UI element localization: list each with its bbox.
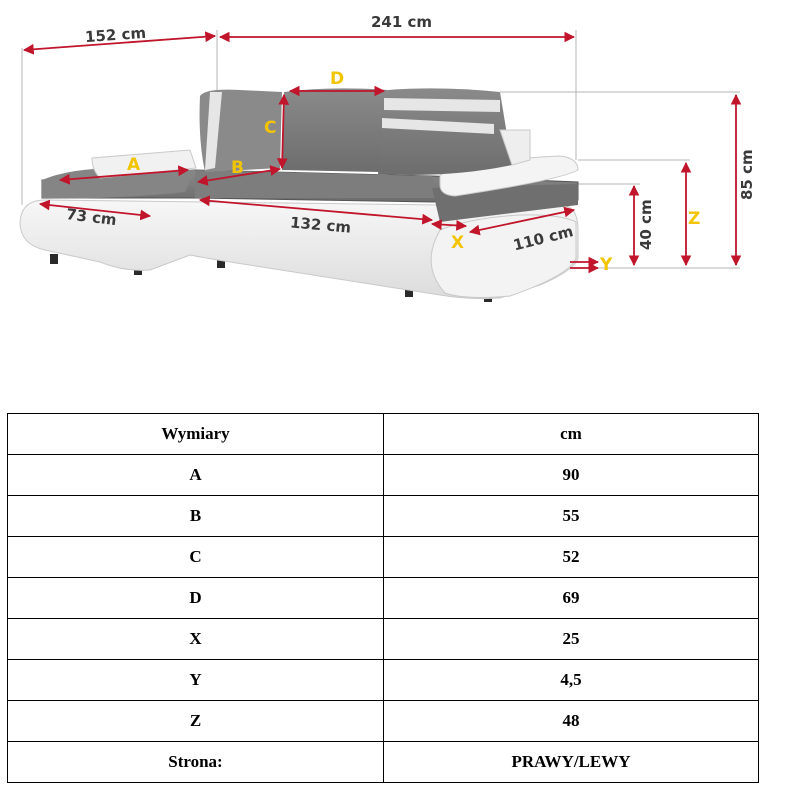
row-value: 48 (384, 701, 759, 742)
table-row (8, 537, 759, 578)
row-value: 25 (384, 619, 759, 660)
row-key: X (8, 619, 384, 660)
label-85: 85 cm (738, 149, 756, 200)
label-152: 152 cm (84, 23, 147, 47)
dimensions-table (7, 413, 759, 783)
letter-b: B (231, 158, 244, 178)
label-132: 132 cm (289, 213, 352, 237)
table-row (8, 496, 759, 537)
table-row (8, 619, 759, 660)
table-row (8, 660, 759, 701)
row-value: 4,5 (384, 660, 759, 701)
row-key: Y (8, 660, 384, 701)
row-key: B (8, 496, 384, 537)
label-40: 40 cm (637, 199, 655, 250)
letter-y: Y (600, 255, 613, 275)
row-value: 52 (384, 537, 759, 578)
row-key: C (8, 537, 384, 578)
header-unit: cm (384, 414, 759, 455)
letter-x: X (451, 233, 465, 253)
header-dimension: Wymiary (8, 414, 384, 455)
table-row (8, 701, 759, 742)
letter-a: A (127, 155, 141, 175)
sofa (20, 88, 578, 302)
label-241: 241 cm (371, 13, 433, 31)
row-value: 90 (384, 455, 759, 496)
letter-z: Z (688, 209, 701, 229)
table-row-side (8, 742, 759, 783)
row-key: D (8, 578, 384, 619)
side-label: Strona: (8, 742, 384, 783)
label-110: 110 cm (511, 222, 575, 255)
row-key: A (8, 455, 384, 496)
row-key: Z (8, 701, 384, 742)
letter-d: D (330, 69, 345, 89)
table-row (8, 455, 759, 496)
row-value: 69 (384, 578, 759, 619)
side-value: PRAWY/LEWY (384, 742, 759, 783)
sofa-dimension-diagram (0, 0, 795, 320)
letter-c: C (264, 118, 277, 138)
label-73: 73 cm (65, 205, 118, 230)
table-row (8, 578, 759, 619)
table-header-row (8, 414, 759, 455)
row-value: 55 (384, 496, 759, 537)
